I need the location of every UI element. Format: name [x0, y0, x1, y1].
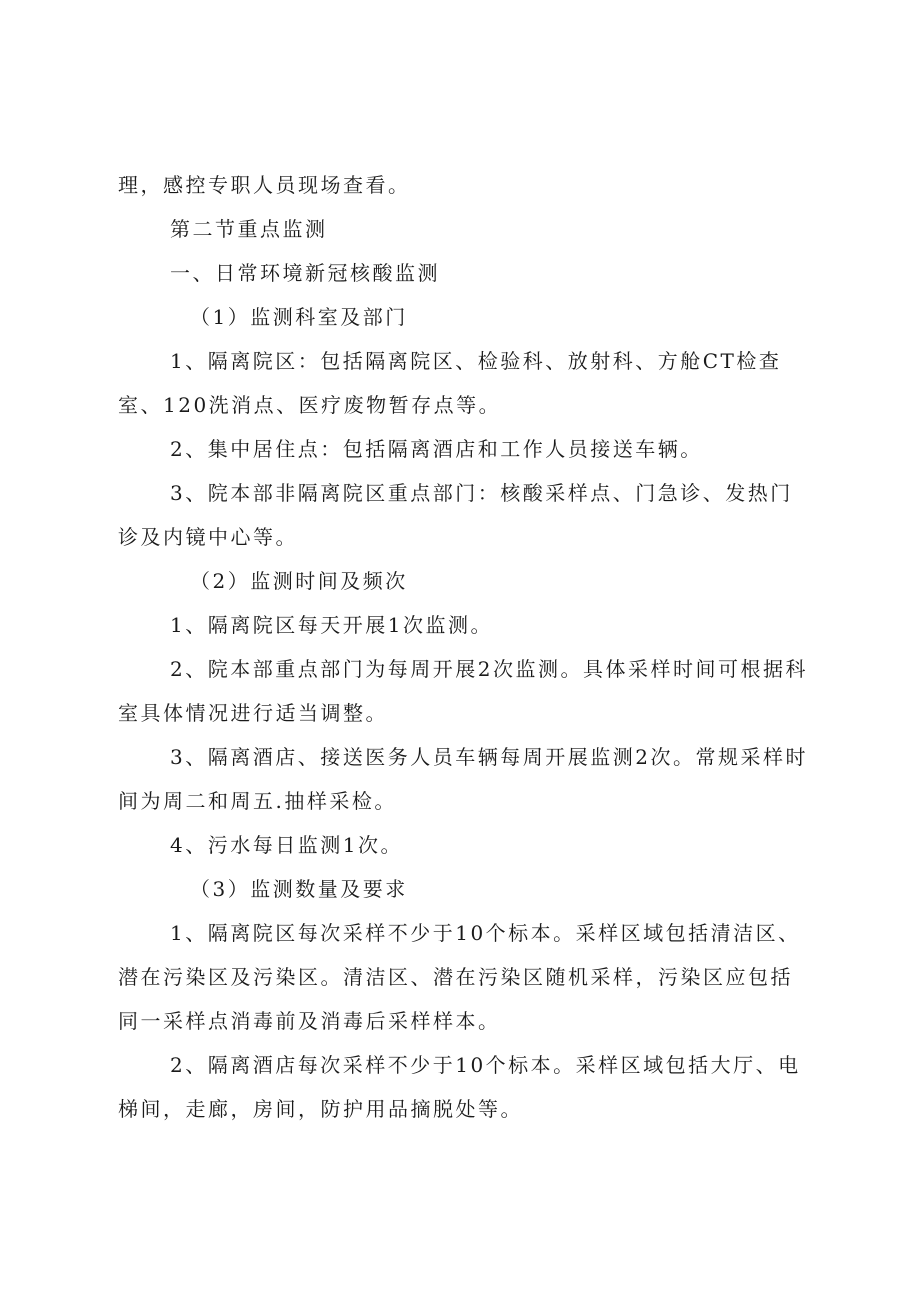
- list-item: 2、隔离酒店每次采样不少于10个标本。采样区域包括大厅、电梯间，走廊，房间，防护用品摘脱处等。: [118, 1053, 801, 1121]
- list-item: 2、集中居住点：包括隔离酒店和工作人员接送车辆。: [170, 437, 703, 461]
- list-item: 1、隔离院区每次采样不少于10个标本。采样区域包括清洁区、潜在污染区及污染区。清洁区、潜在污染区随机采样，污染区应包括同一采样点消毒前及消毒后采样样本。: [118, 921, 801, 1033]
- paragraph-continuation: 理，感控专职人员现场查看。: [118, 173, 411, 197]
- document-body: [118, 163, 808, 1131]
- item-heading-1: （1）监测科室及部门: [190, 305, 408, 329]
- list-item: 3、隔离酒店、接送医务人员车辆每周开展监测2次。常规采样时间为周二和周五.抽样采检。: [118, 745, 808, 813]
- section-heading: 第二节重点监测: [170, 217, 328, 241]
- item-heading-3: （3）监测数量及要求: [190, 877, 408, 901]
- subsection-heading: 一、日常环境新冠核酸监测: [170, 261, 440, 285]
- item-heading-2: （2）监测时间及频次: [190, 569, 408, 593]
- list-item: 3、院本部非隔离院区重点部门：核酸采样点、门急诊、发热门诊及内镜中心等。: [118, 481, 793, 549]
- list-item: 4、污水每日监测1次。: [170, 833, 403, 857]
- list-item: 1、隔离院区：包括隔离院区、检验科、放射科、方舱CT检查室、120洗消点、医疗废物暂存点等。: [118, 349, 782, 417]
- list-item: 2、院本部重点部门为每周开展2次监测。具体采样时间可根据科室具体情况进行适当调整。: [118, 657, 808, 725]
- list-item: 1、隔离院区每天开展1次监测。: [170, 613, 493, 637]
